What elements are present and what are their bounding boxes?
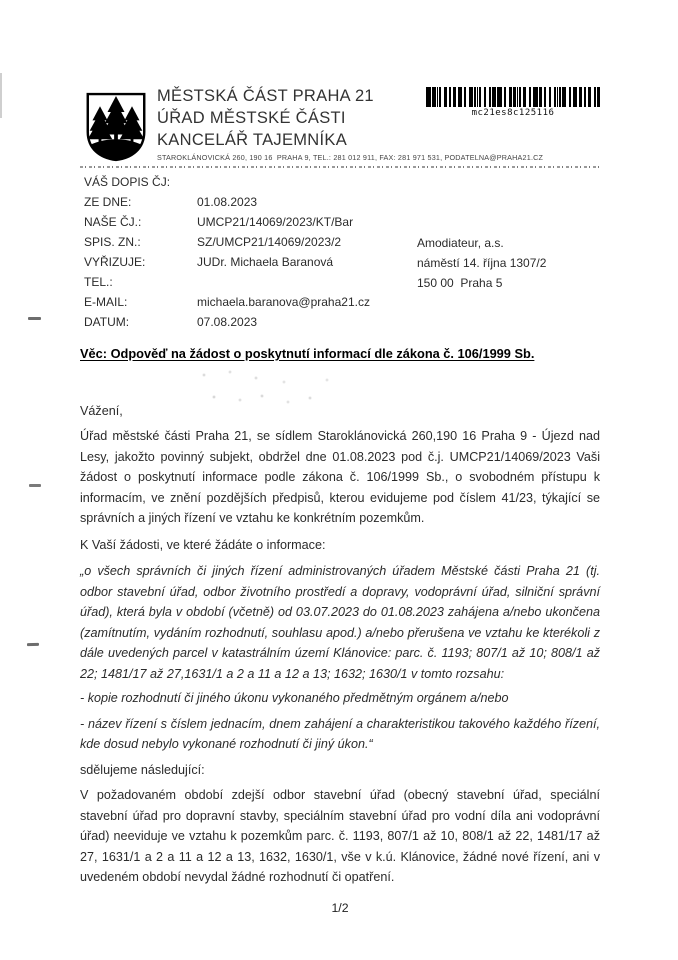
barcode-text: mc21es8c125116: [471, 108, 555, 118]
meta-row-vas-dopis: [84, 172, 370, 192]
paragraph-intro: Úřad městské části Praha 21, se sídlem Staroklánovická 260,190 16 Praha 9 - Újezd nad Lesy, jakožto povinný subjekt, obdržel dne 01.08.2023 pod č.j. UMCP21/14069/2023 Vaši žádost o poskytnutí informace podle zákona č. 106/1999 Sb., o svobodném přístupu k informacím, ve znění pozdějších předpisů, kterou evidujeme pod číslem 41/23, týkající se správních a jiných řízení ve vztahu ke konkrétním pozemkům.: [80, 429, 600, 525]
header-divider-line: [80, 166, 600, 168]
recipient-address-block: [417, 233, 546, 293]
coat-of-arms-icon: [84, 90, 148, 164]
barcode-bars-icon: [426, 87, 600, 107]
org-name-line-2: ÚŘAD MĚSTSKÉ ČÁSTI: [157, 109, 346, 127]
letter-body: [80, 344, 600, 918]
meta-label: DATUM:: [84, 315, 130, 329]
meta-value: SZ/UMCP21/14069/2023/2: [197, 235, 342, 249]
salutation: Vážení,: [80, 403, 123, 418]
meta-value: michaela.baranova@praha21.cz: [197, 295, 370, 309]
recipient-name: Amodiateur, a.s.: [417, 236, 504, 250]
org-name-line-3: KANCELÁŘ TAJEMNÍKA: [157, 131, 348, 149]
org-name-line-1: MĚSTSKÁ ČÁST PRAHA 21: [157, 87, 374, 105]
meta-value: UMCP21/14069/2023/KT/Bar: [197, 215, 354, 229]
scan-edge-artifact: [0, 73, 2, 118]
meta-label: E-MAIL:: [84, 295, 128, 309]
document-barcode: [426, 87, 600, 118]
meta-label: TEL.:: [84, 275, 113, 289]
letterhead-contact-line: STAROKLÁNOVICKÁ 260, 190 16 PRAHA 9, TEL.: 281 012 911, FAX: 281 971 531, PODATELNA@PRAHA21.CZ: [157, 153, 544, 162]
meta-value: 01.08.2023: [197, 195, 258, 209]
paragraph-answer-lead: sdělujeme následující:: [80, 762, 205, 777]
meta-label: ZE DNE:: [84, 195, 132, 209]
meta-label: VYŘIZUJE:: [84, 255, 146, 269]
reference-block: [84, 172, 370, 332]
paragraph-answer: V požadovaném období zdejší odbor stavební úřad (obecný stavební úřad, speciální stavební úřad pro dopravní stavby, speciálním stavební úřad pro vodní díla ani vodoprávní úřad) neeviduje ve vztahu k pozemkům parc. č. 1193, 807/1 až 10, 808/1 až 22, 1481/17 až 27, 1631/1 a 2 a 11 a 12 a 13, 1632, 1630/1, vše v k.ú. Klánovice, žádné nové řízení, ani v uvedeném období nevydal žádné rozhodnutí či opatření.: [80, 788, 600, 884]
paragraph-request-lead: K Vaší žádosti, ve které žádáte o informace:: [80, 537, 326, 552]
subject-line: Věc: Odpověď na žádost o poskytnutí informací dle zákona č. 106/1999 Sb.: [80, 346, 535, 361]
quoted-request-item-1: - kopie rozhodnutí či jiného úkonu vykonaného předmětným orgánem a/nebo: [80, 691, 509, 705]
meta-label: SPIS. ZN.:: [84, 235, 141, 249]
meta-value: JUDr. Michaela Baranová: [197, 255, 334, 269]
page-number: 1/2: [331, 900, 349, 915]
meta-value: 07.08.2023: [197, 315, 258, 329]
quoted-request-item-2: - název řízení s číslem jednacím, dnem zahájení a charakteristikou takového každého řízení, kde dosud nebylo vykonané rozhodnutí či jiný úkon.“: [80, 716, 600, 751]
letterhead-org-block: [157, 85, 374, 151]
meta-row-spis-zn: [84, 232, 370, 252]
meta-row-vyrizuje: [84, 252, 370, 272]
meta-label: VÁŠ DOPIS ČJ:: [84, 175, 171, 189]
recipient-city: 150 00 Praha 5: [417, 276, 503, 290]
quoted-request-paragraph: „o všech správních či jiných řízení administrovaných úřadem Městské části Praha 21 (tj. odbor stavební úřad, odbor životního prostředí a dopravy, vodoprávní úřad, silniční správní úřad), která byla v období (včetně) od 03.07.2023 do 01.08.2023 zahájena a/nebo ukončena (zamítnutím, vydáním rozhodnutí, souhlasu apod.) a/nebo přerušena ve vztahu ke kterékoli z dále uvedených parcel v katastrálním území Klánovice: parc. č. 1193; 807/1 až 10; 808/1 až 22; 1481/17 až 27,1631/1 a 2 a 11 a 12 a 13; 1632; 1630/1 v tomto rozsahu:: [80, 564, 600, 681]
meta-row-ze-dne: [84, 192, 370, 212]
meta-row-datum: [84, 312, 370, 332]
recipient-street: náměstí 14. října 1307/2: [417, 256, 547, 270]
margin-fold-mark: [27, 643, 39, 646]
meta-row-tel: [84, 272, 370, 292]
meta-label: NAŠE ČJ.:: [84, 215, 142, 229]
margin-fold-mark: [29, 484, 41, 487]
meta-row-nase-cj: [84, 212, 370, 232]
meta-row-email: [84, 292, 370, 312]
margin-fold-mark: [28, 317, 41, 320]
